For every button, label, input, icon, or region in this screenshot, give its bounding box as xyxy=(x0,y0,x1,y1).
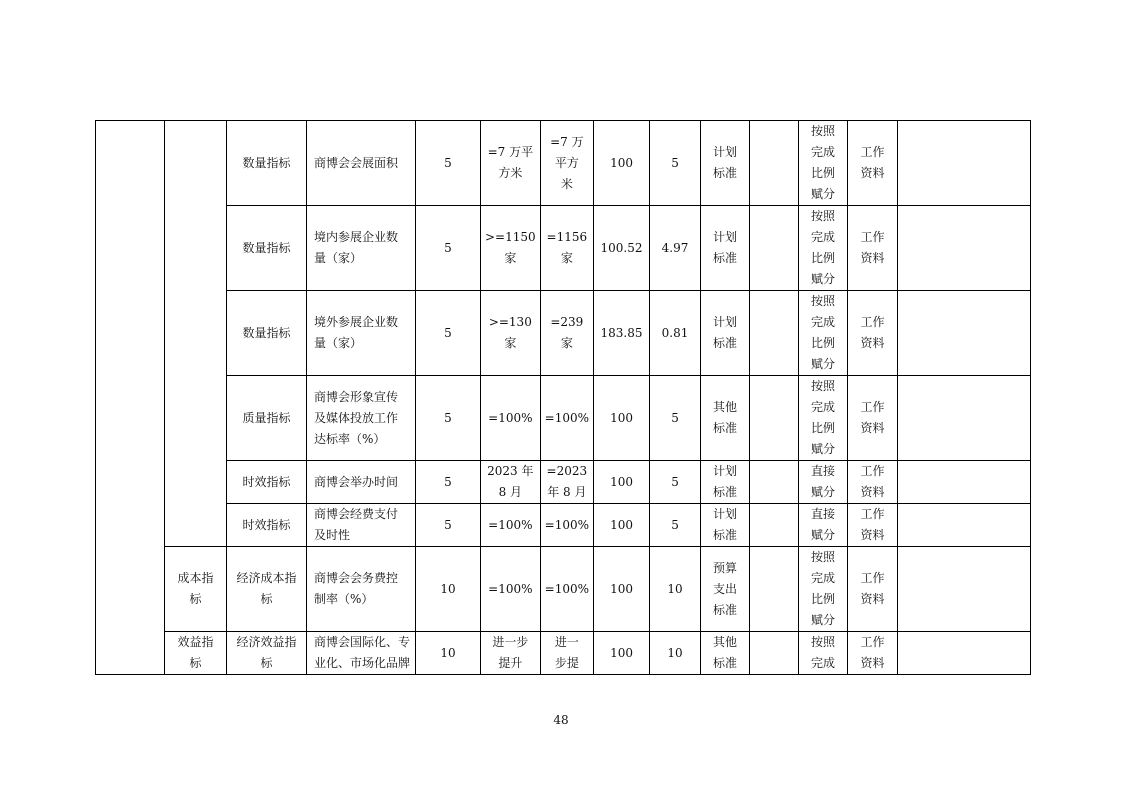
weight: 5 xyxy=(416,461,481,504)
blank-cell xyxy=(750,547,799,632)
performance-indicator-table xyxy=(95,120,1031,675)
blank-cell xyxy=(750,121,799,206)
blank-cell xyxy=(750,291,799,376)
remarks xyxy=(898,376,1031,461)
actual-value: =239 家 xyxy=(540,291,593,376)
blank-cell xyxy=(750,376,799,461)
table-row xyxy=(96,547,1031,632)
standard-type: 计划 标准 xyxy=(701,291,750,376)
scoring-method: 直接 赋分 xyxy=(799,504,848,547)
blank-first-level-cell xyxy=(96,121,165,675)
remarks xyxy=(898,547,1031,632)
indicator-name: 境内参展企业数 量（家） xyxy=(307,206,416,291)
score: 5 xyxy=(650,376,701,461)
scoring-method: 按照 完成 xyxy=(799,632,848,675)
indicator-type: 时效指标 xyxy=(227,461,307,504)
standard-type: 计划 标准 xyxy=(701,121,750,206)
target-value: 进一步 提升 xyxy=(481,632,541,675)
data-source: 工作 资料 xyxy=(848,547,898,632)
completion-rate: 100 xyxy=(594,461,650,504)
actual-value: =100% xyxy=(540,504,593,547)
indicator-name: 商博会经费支付 及时性 xyxy=(307,504,416,547)
scoring-method: 按照 完成 比例 赋分 xyxy=(799,547,848,632)
indicator-type: 数量指标 xyxy=(227,121,307,206)
completion-rate: 100 xyxy=(594,121,650,206)
table-row xyxy=(96,376,1031,461)
indicator-name: 境外参展企业数 量（家） xyxy=(307,291,416,376)
completion-rate: 100 xyxy=(594,376,650,461)
target-value: >=1150 家 xyxy=(481,206,541,291)
blank-cell xyxy=(750,504,799,547)
indicator-name: 商博会举办时间 xyxy=(307,461,416,504)
score: 0.81 xyxy=(650,291,701,376)
actual-value: =7 万 平方 米 xyxy=(540,121,593,206)
remarks xyxy=(898,461,1031,504)
actual-value: =2023 年 8 月 xyxy=(540,461,593,504)
actual-value: 进一 步提 xyxy=(540,632,593,675)
remarks xyxy=(898,504,1031,547)
table-row xyxy=(96,206,1031,291)
table-row xyxy=(96,461,1031,504)
score: 5 xyxy=(650,121,701,206)
target-value: =100% xyxy=(481,376,541,461)
completion-rate: 100 xyxy=(594,504,650,547)
actual-value: =1156 家 xyxy=(540,206,593,291)
table-row xyxy=(96,504,1031,547)
data-source: 工作 资料 xyxy=(848,461,898,504)
completion-rate: 100.52 xyxy=(594,206,650,291)
standard-type: 计划 标准 xyxy=(701,504,750,547)
data-source: 工作 资料 xyxy=(848,376,898,461)
indicator-name: 商博会会展面积 xyxy=(307,121,416,206)
weight: 10 xyxy=(416,632,481,675)
indicator-type: 经济效益指 标 xyxy=(227,632,307,675)
indicator-name: 商博会形象宣传 及媒体投放工作 达标率（%） xyxy=(307,376,416,461)
data-source: 工作 资料 xyxy=(848,206,898,291)
completion-rate: 183.85 xyxy=(594,291,650,376)
weight: 5 xyxy=(416,504,481,547)
completion-rate: 100 xyxy=(594,632,650,675)
weight: 5 xyxy=(416,121,481,206)
completion-rate: 100 xyxy=(594,547,650,632)
data-source: 工作 资料 xyxy=(848,291,898,376)
indicator-type: 经济成本指 标 xyxy=(227,547,307,632)
data-source: 工作 资料 xyxy=(848,504,898,547)
indicator-name: 商博会国际化、专 业化、市场化品牌 xyxy=(307,632,416,675)
indicator-category: 效益指 标 xyxy=(165,632,227,675)
score: 10 xyxy=(650,547,701,632)
data-source: 工作 资料 xyxy=(848,121,898,206)
weight: 5 xyxy=(416,376,481,461)
table-row xyxy=(96,632,1031,675)
actual-value: =100% xyxy=(540,547,593,632)
page-number: 48 xyxy=(553,713,569,727)
data-source: 工作 资料 xyxy=(848,632,898,675)
target-value: 2023 年 8 月 xyxy=(481,461,541,504)
remarks xyxy=(898,291,1031,376)
score: 5 xyxy=(650,504,701,547)
remarks xyxy=(898,206,1031,291)
indicator-category: 成本指 标 xyxy=(165,547,227,632)
actual-value: =100% xyxy=(540,376,593,461)
standard-type: 预算 支出 标准 xyxy=(701,547,750,632)
blank-second-level-cell xyxy=(165,121,227,547)
target-value: =7 万平 方米 xyxy=(481,121,541,206)
scoring-method: 按照 完成 比例 赋分 xyxy=(799,291,848,376)
weight: 5 xyxy=(416,291,481,376)
scoring-method: 直接 赋分 xyxy=(799,461,848,504)
standard-type: 计划 标准 xyxy=(701,206,750,291)
scoring-method: 按照 完成 比例 赋分 xyxy=(799,121,848,206)
blank-cell xyxy=(750,206,799,291)
indicator-type: 时效指标 xyxy=(227,504,307,547)
standard-type: 其他 标准 xyxy=(701,632,750,675)
indicator-type: 数量指标 xyxy=(227,206,307,291)
target-value: >=130 家 xyxy=(481,291,541,376)
target-value: =100% xyxy=(481,547,541,632)
indicator-name: 商博会会务费控 制率（%） xyxy=(307,547,416,632)
indicator-type: 质量指标 xyxy=(227,376,307,461)
indicator-type: 数量指标 xyxy=(227,291,307,376)
standard-type: 计划 标准 xyxy=(701,461,750,504)
remarks xyxy=(898,632,1031,675)
scoring-method: 按照 完成 比例 赋分 xyxy=(799,376,848,461)
scoring-method: 按照 完成 比例 赋分 xyxy=(799,206,848,291)
score: 4.97 xyxy=(650,206,701,291)
remarks xyxy=(898,121,1031,206)
table-row xyxy=(96,121,1031,206)
blank-cell xyxy=(750,461,799,504)
score: 5 xyxy=(650,461,701,504)
weight: 5 xyxy=(416,206,481,291)
target-value: =100% xyxy=(481,504,541,547)
standard-type: 其他 标准 xyxy=(701,376,750,461)
weight: 10 xyxy=(416,547,481,632)
score: 10 xyxy=(650,632,701,675)
blank-cell xyxy=(750,632,799,675)
table-row xyxy=(96,291,1031,376)
